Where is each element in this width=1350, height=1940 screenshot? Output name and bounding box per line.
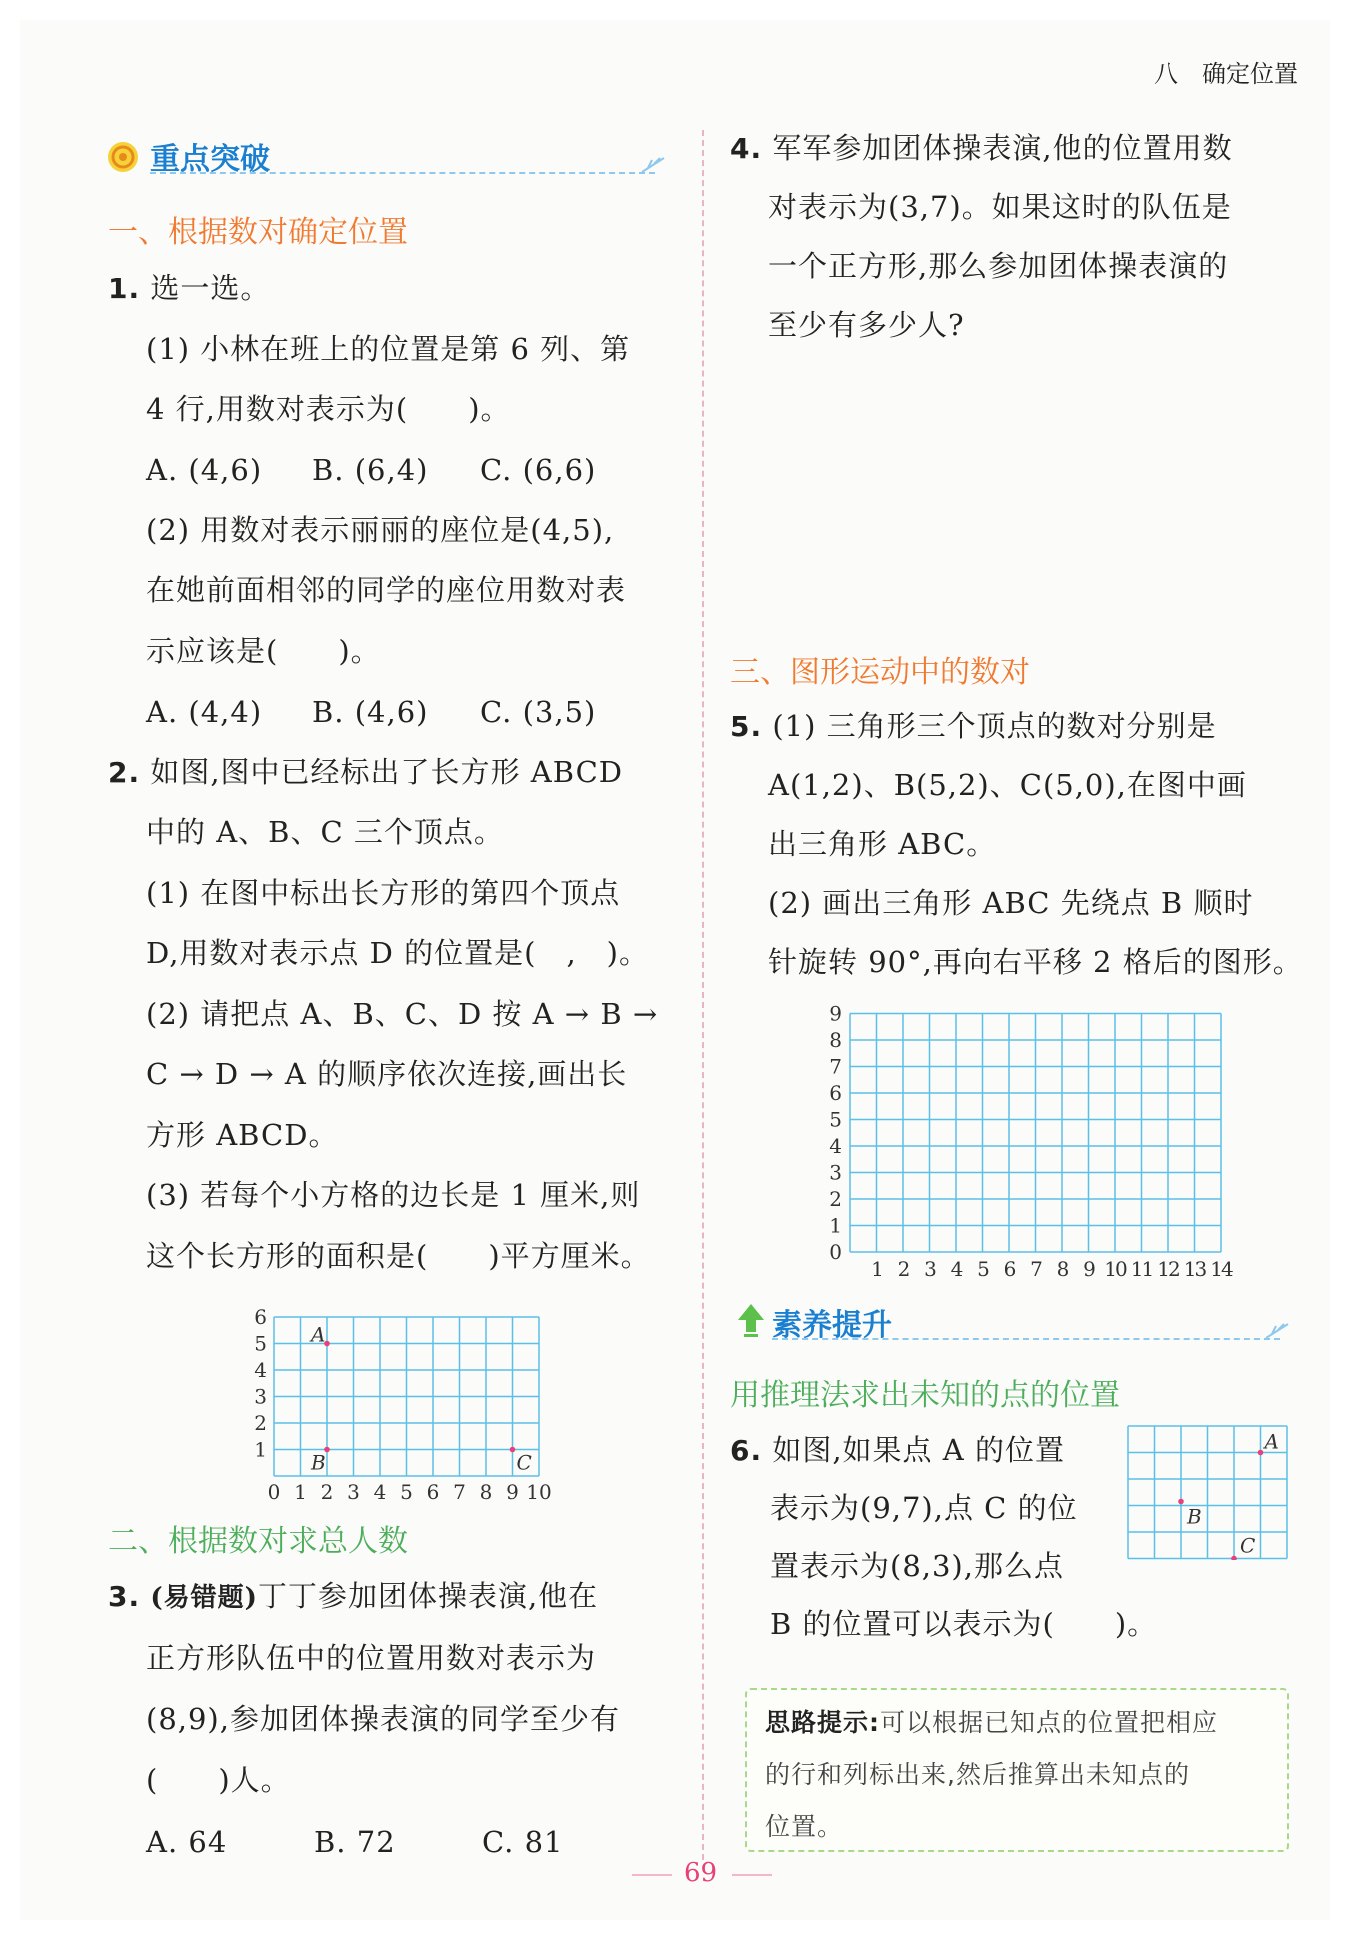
y-tick-label: 1 xyxy=(829,1213,842,1238)
q2-line2: 中的 A、B、C 三个顶点。 xyxy=(146,815,504,849)
improve-title-underline xyxy=(772,1338,1280,1340)
q1-sub2-line3: 示应该是( )。 xyxy=(146,634,381,668)
hint-text-line1: 可以根据已知点的位置把相应 xyxy=(880,1708,1219,1737)
q1-heading xyxy=(108,268,270,309)
q3-number: 3. xyxy=(108,1580,141,1613)
y-tick-label: 5 xyxy=(829,1107,842,1132)
q1-sub1-line1: (1) 小林在班上的位置是第 6 列、第 xyxy=(146,332,631,366)
y-tick-label: 7 xyxy=(829,1054,842,1079)
q4-line4: 至少有多少人? xyxy=(768,308,965,342)
point-label-A: A xyxy=(311,1322,326,1347)
q2-sub1-line1: (1) 在图中标出长方形的第四个顶点 xyxy=(146,876,621,910)
q5-number: 5. xyxy=(730,710,763,743)
q5-line1 xyxy=(730,706,1217,747)
q3-line1 xyxy=(108,1576,598,1618)
focus-title-underline xyxy=(150,172,655,174)
chapter-header: 八 确定位置 xyxy=(1154,60,1298,88)
q6-line1 xyxy=(730,1430,1065,1471)
q1-sub2-option-c: C. (3,5) xyxy=(480,695,597,729)
feather-decoration-icon xyxy=(1264,1320,1290,1340)
x-tick-label: 7 xyxy=(1030,1257,1041,1278)
point-label-B: B xyxy=(1187,1504,1202,1529)
up-arrow-icon xyxy=(736,1302,766,1338)
y-tick-label: 8 xyxy=(829,1028,842,1052)
q3-option-a: A. 64 xyxy=(146,1825,228,1859)
x-tick-label: 5 xyxy=(400,1480,413,1502)
feather-decoration-icon xyxy=(640,154,666,174)
q3-option-c: C. 81 xyxy=(482,1825,564,1859)
part3-title: 三、图形运动中的数对 xyxy=(730,655,1030,690)
q5-text-line1: (1) 三角形三个顶点的数对分别是 xyxy=(772,709,1217,743)
q4-line1 xyxy=(730,128,1233,169)
hint-box xyxy=(745,1688,1289,1852)
hint-line3: 位置。 xyxy=(765,1812,844,1841)
q1-sub2-line1: (2) 用数对表示丽丽的座位是(4,5), xyxy=(146,513,615,547)
q4-line3: 一个正方形,那么参加团体操表演的 xyxy=(768,249,1229,283)
point-B xyxy=(1178,1499,1184,1505)
y-tick-label: 3 xyxy=(254,1384,267,1409)
q4-line2: 对表示为(3,7)。如果这时的队伍是 xyxy=(768,190,1232,224)
q1-sub1-option-a: A. (4,6) xyxy=(146,453,263,487)
x-tick-label: 8 xyxy=(1056,1257,1068,1278)
q6-line2: 表示为(9,7),点 C 的位 xyxy=(770,1491,1078,1525)
point-label-C: C xyxy=(1240,1533,1256,1558)
q4-text-line1: 军军参加团体操表演,他的位置用数 xyxy=(772,131,1233,165)
q6-number: 6. xyxy=(730,1434,763,1467)
q1-sub2-option-a: A. (4,4) xyxy=(146,695,263,729)
q4-number: 4. xyxy=(730,132,763,165)
x-tick-label: 1 xyxy=(871,1257,882,1278)
q1-sub1-line2: 4 行,用数对表示为( )。 xyxy=(146,392,511,426)
q3-option-b: B. 72 xyxy=(314,1825,396,1859)
q2-sub2-line3: 方形 ABCD。 xyxy=(146,1118,339,1152)
y-tick-label: 1 xyxy=(254,1437,267,1462)
q2-sub2-line1: (2) 请把点 A、B、C、D 按 A → B → xyxy=(146,997,659,1031)
y-tick-label: 0 xyxy=(829,1240,842,1264)
q2-sub3-line2: 这个长方形的面积是( )平方厘米。 xyxy=(146,1239,651,1273)
point-label-C: C xyxy=(516,1450,532,1475)
column-divider xyxy=(702,130,704,1860)
x-tick-label: 13 xyxy=(1183,1257,1206,1278)
x-tick-label: 6 xyxy=(426,1480,440,1502)
q5-line5: 针旋转 90°,再向右平移 2 格后的图形。 xyxy=(768,945,1303,979)
y-tick-label: 3 xyxy=(829,1160,842,1185)
q6-line3: 置表示为(8,3),那么点 xyxy=(770,1549,1064,1583)
q2-sub1-line2: D,用数对表示点 D 的位置是( , )。 xyxy=(146,936,649,970)
x-tick-label: 10 xyxy=(1104,1257,1126,1278)
y-tick-label: 2 xyxy=(829,1187,842,1211)
x-tick-label: 9 xyxy=(1083,1257,1094,1278)
q3-line3: (8,9),参加团体操表演的同学至少有 xyxy=(146,1702,620,1736)
y-tick-label: 4 xyxy=(254,1358,267,1382)
part1-title: 一、根据数对确定位置 xyxy=(108,215,408,250)
y-tick-label: 2 xyxy=(254,1411,267,1435)
y-tick-label: 6 xyxy=(254,1305,267,1329)
q1-sub1-option-c: C. (6,6) xyxy=(480,453,597,487)
y-tick-label: 5 xyxy=(254,1331,267,1356)
part2-title: 二、根据数对求总人数 xyxy=(108,1524,408,1559)
q1-number: 1. xyxy=(108,272,141,305)
point-C xyxy=(510,1447,516,1453)
q3-line2: 正方形队伍中的位置用数对表示为 xyxy=(146,1641,597,1675)
y-tick-label: 9 xyxy=(829,1001,842,1026)
x-tick-label: 4 xyxy=(950,1257,962,1278)
q5-line2: A(1,2)、B(5,2)、C(5,0),在图中画 xyxy=(768,768,1247,802)
focus-section-title: 重点突破 xyxy=(150,142,270,177)
x-tick-label: 2 xyxy=(897,1257,909,1278)
q1-title: 选一选。 xyxy=(150,271,271,305)
x-tick-label: 8 xyxy=(479,1480,493,1502)
hint-line2: 的行和列标出来,然后推算出未知点的 xyxy=(765,1760,1190,1789)
x-tick-label: 6 xyxy=(1003,1257,1015,1278)
q3-line4: ( )人。 xyxy=(146,1763,291,1797)
page-number: 69 xyxy=(684,1858,718,1888)
point-C xyxy=(1231,1556,1237,1560)
q6-grid[interactable] xyxy=(1126,1424,1292,1560)
target-icon xyxy=(106,140,140,174)
q5-coordinate-grid[interactable] xyxy=(820,996,1240,1278)
hint-label: 思路提示: xyxy=(765,1708,880,1737)
x-tick-label: 9 xyxy=(506,1480,519,1502)
x-tick-label: 12 xyxy=(1157,1257,1179,1278)
q3-tag: (易错题) xyxy=(150,1583,258,1613)
q1-sub2-option-b: B. (4,6) xyxy=(312,695,429,729)
x-tick-label: 5 xyxy=(977,1257,988,1278)
q2-line1 xyxy=(108,752,623,793)
x-tick-label: 1 xyxy=(294,1480,307,1502)
x-tick-label: 11 xyxy=(1130,1257,1153,1278)
x-tick-label: 2 xyxy=(320,1480,334,1502)
x-tick-label: 14 xyxy=(1210,1257,1232,1278)
q5-line3: 出三角形 ABC。 xyxy=(768,827,997,861)
part4-title: 用推理法求出未知的点的位置 xyxy=(730,1378,1120,1413)
point-label-A: A xyxy=(1264,1429,1279,1454)
page-number-rule-right xyxy=(732,1874,772,1876)
x-tick-label: 4 xyxy=(373,1480,387,1502)
q2-number: 2. xyxy=(108,756,141,789)
q1-sub2-line2: 在她前面相邻的同学的座位用数对表 xyxy=(146,573,627,607)
page-number-rule-left xyxy=(632,1874,672,1876)
q2-sub3-line1: (3) 若每个小方格的边长是 1 厘米,则 xyxy=(146,1178,641,1212)
y-tick-label: 6 xyxy=(829,1081,842,1105)
q1-sub1-option-b: B. (6,4) xyxy=(312,453,429,487)
q5-line4: (2) 画出三角形 ABC 先绕点 B 顺时 xyxy=(768,886,1254,920)
x-tick-label: 3 xyxy=(347,1480,360,1502)
y-tick-label: 4 xyxy=(829,1134,842,1158)
x-tick-label: 3 xyxy=(924,1257,935,1278)
point-label-B: B xyxy=(311,1450,326,1475)
improve-section-title: 素养提升 xyxy=(772,1308,892,1343)
q3-text-line1: 丁丁参加团体操表演,他在 xyxy=(257,1579,599,1613)
x-tick-label: 10 xyxy=(526,1480,552,1502)
x-tick-label: 0 xyxy=(267,1480,281,1502)
q6-line4: B 的位置可以表示为( )。 xyxy=(770,1607,1158,1641)
point-A xyxy=(1258,1450,1264,1456)
q6-text-line1: 如图,如果点 A 的位置 xyxy=(772,1433,1065,1467)
q2-coordinate-grid[interactable] xyxy=(250,1290,570,1502)
q2-sub2-line2: C → D → A 的顺序依次连接,画出长 xyxy=(146,1057,628,1091)
x-tick-label: 7 xyxy=(453,1480,466,1502)
hint-line1 xyxy=(765,1696,1218,1750)
q2-text-line1: 如图,图中已经标出了长方形 ABCD xyxy=(150,755,624,789)
